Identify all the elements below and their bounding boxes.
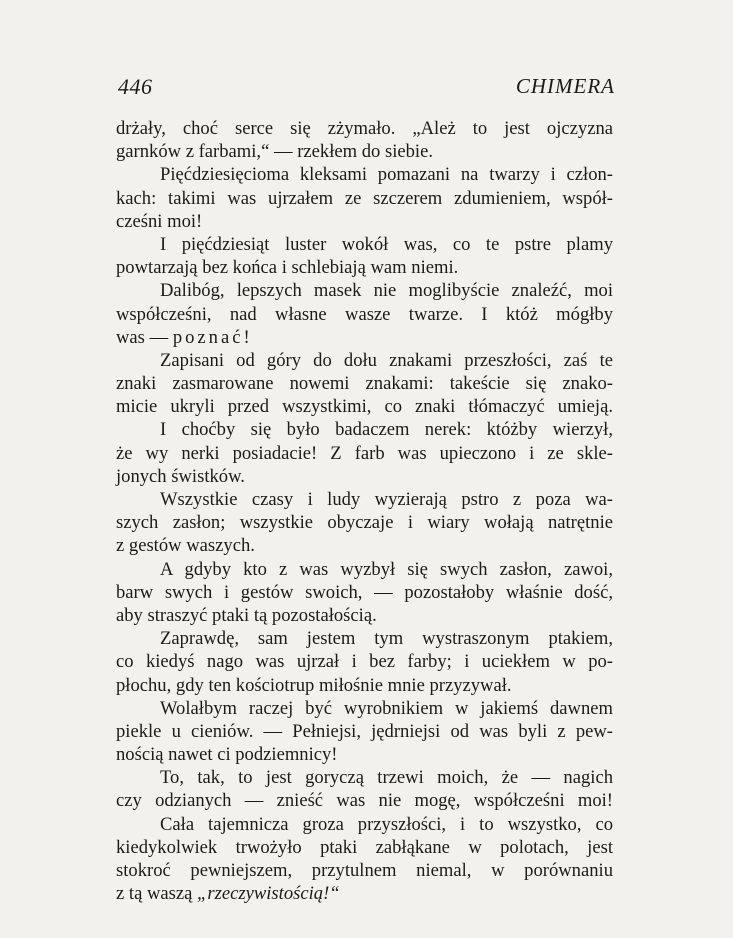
text-line: Wolałbym raczej być wyrobnikiem w jakiemś dawnem (160, 697, 613, 719)
text-line: micie ukryli przed wszystkimi, co znaki tłómaczyć umieją. (116, 396, 613, 418)
text-line: współcześni, nad własne wasze twarze. I któż mógłby (116, 303, 613, 325)
text-line: płochu, gdy ten kościotrup miłośnie mnie przyzywał. (116, 674, 512, 696)
text-line: I pięćdziesiąt luster wokół was, co te pstre plamy (160, 233, 613, 255)
text-line (116, 326, 613, 349)
running-title: CHIMERA (515, 74, 615, 98)
text-line: Wszystkie czasy i ludy wyzierają pstro z poza wa- (160, 489, 613, 510)
text-line: A gdyby kto z was wyzbył się swych zasłon, zawoi, (160, 558, 613, 580)
text-line: drżały, choć serce się zżymało. „Ależ to jest ojczyzna (116, 118, 613, 139)
text-line: aby straszyć ptaki tą pozostałością. (116, 604, 377, 626)
text-line: piekle u cieniów. — Pełniejsi, jędrniejsi od was byli z pew- (116, 720, 613, 742)
text-line: To, tak, to jest goryczą trzewi moich, że — nagich (160, 767, 613, 789)
page-number: 446 (118, 74, 153, 99)
text-line: czy odzianych — znieść was nie mogę, współcześni moi! (116, 790, 613, 812)
text-fragment: was — (116, 326, 173, 348)
text-line: powtarzają bez końca i schlebiają wam niemi. (116, 257, 459, 279)
text-line: znaki zasmarowane nowemi znakami: takeście się znako- (116, 373, 613, 395)
text-line: I choćby się było badaczem nerek: któżby wierzył, (160, 419, 613, 441)
text-line: że wy nerki posiadacie! Z farb was upieczono i ze skle- (116, 442, 613, 464)
text-line: jonych świstków. (116, 465, 245, 487)
text-line (116, 882, 613, 905)
spaced-word: poznać (172, 326, 244, 348)
text-line: Pięćdziesięcioma kleksami pomazani na twarzy i człon- (160, 164, 613, 186)
page-text (116, 117, 613, 905)
text-line: kiedykolwiek trwożyło ptaki zabłąkane w polotach, jest (116, 836, 613, 858)
text-line: Cała tajemnicza groza przyszłości, i to wszystko, co (160, 813, 613, 835)
text-line: cześni moi! (116, 210, 203, 232)
text-line: Dalibóg, lepszych masek nie moglibyście znaleźć, moi (160, 280, 613, 302)
text-fragment: z tą waszą (116, 883, 198, 905)
text-line: stokroć pewniejszem, przytulnem niemal, w porównaniu (116, 860, 613, 881)
text-line: z gestów waszych. (116, 535, 255, 557)
text-line: Zapisani od góry do dołu znakami przeszłości, zaś te (160, 349, 613, 371)
text-line: szych zasłon; wszystkie obyczaje i wiary wołają natrętnie (116, 512, 613, 534)
text-line: nością nawet ci podziemnicy! (116, 744, 338, 766)
text-line: garnków z farbami,“ — rzekłem do siebie. (116, 141, 434, 163)
text-line: Zaprawdę, sam jestem tym wystraszonym ptakiem, (160, 628, 613, 650)
text-line: kach: takimi was ujrzałem ze szczerem zdumieniem, współ- (116, 187, 613, 209)
text-line: co kiedyś nago was ujrzał i bez farby; i uciekłem w po- (116, 651, 613, 673)
italic-word: „rzeczywistością!“ (197, 883, 340, 905)
text-line: barw swych i gestów swoich, — pozostałoby właśnie dość, (116, 581, 613, 603)
text-fragment: ! (243, 326, 250, 348)
